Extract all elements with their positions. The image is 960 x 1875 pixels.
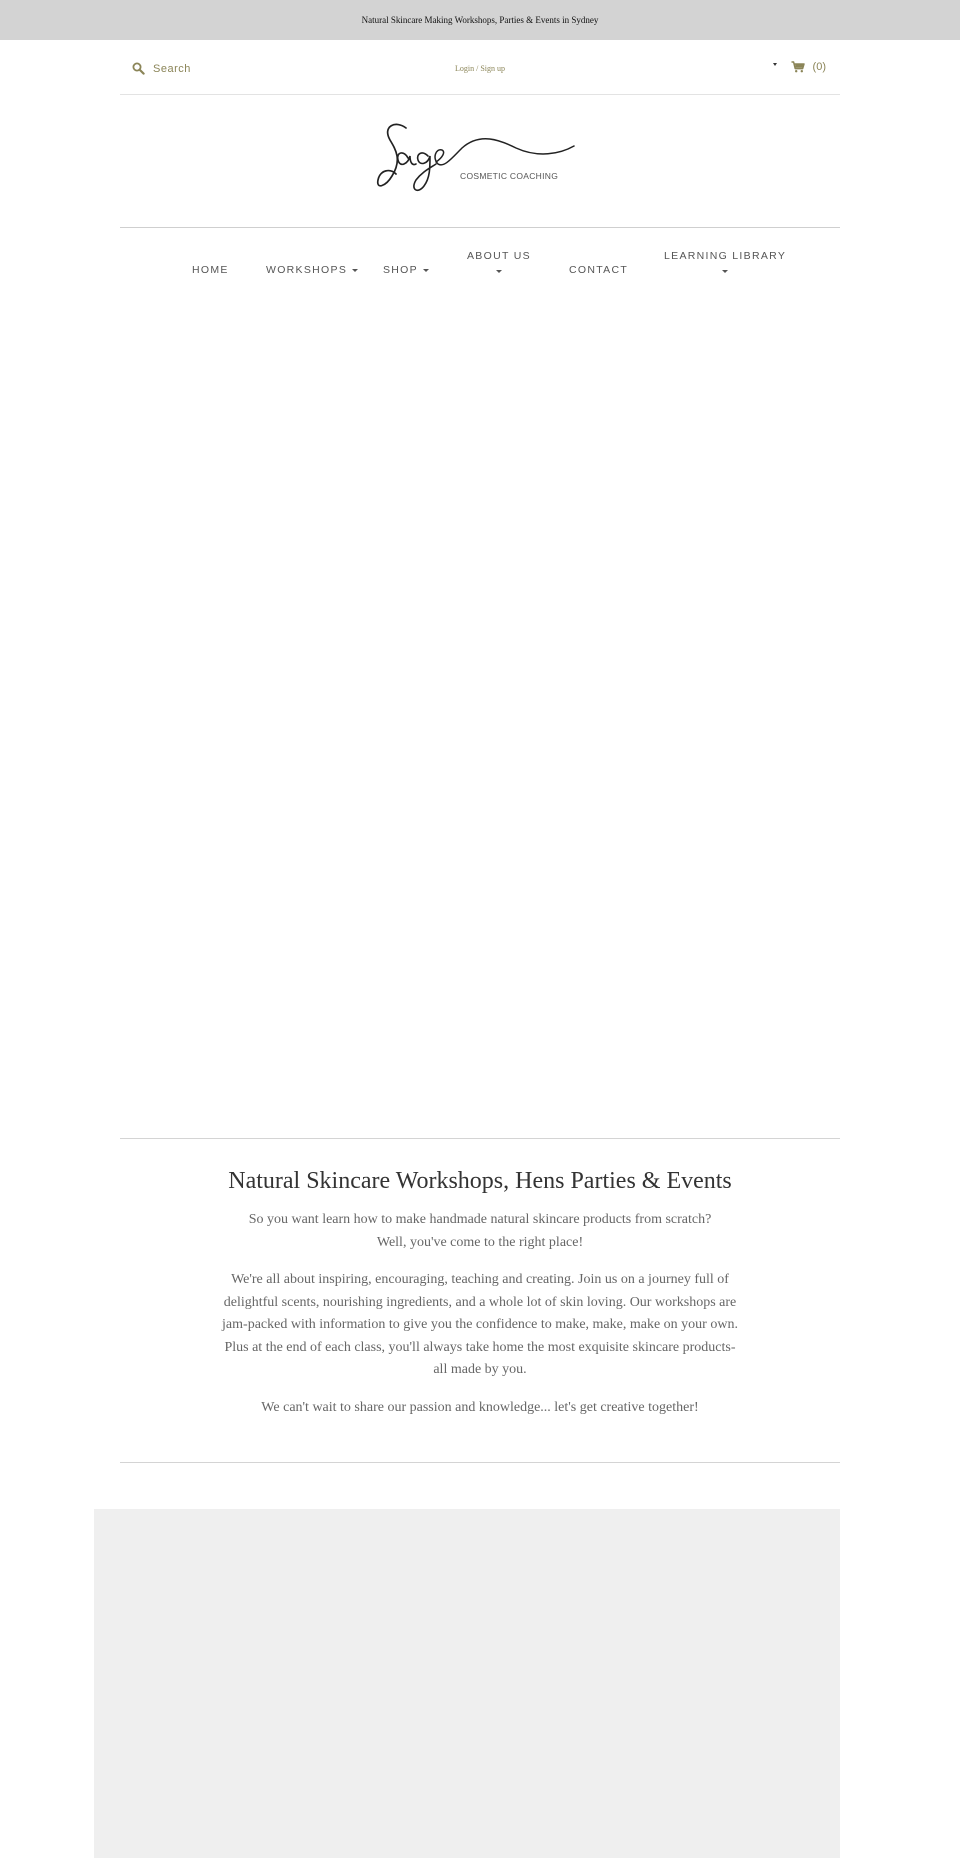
image-placeholder-block [94, 1509, 840, 1858]
currency-dropdown-caret-icon[interactable] [773, 63, 777, 66]
intro-bottom-divider [120, 1462, 840, 1463]
nav-item-learning-library[interactable] [664, 250, 786, 273]
nav-item-about-us[interactable] [467, 250, 531, 273]
chevron-down-icon [722, 270, 728, 273]
nav-item-workshops[interactable] [266, 264, 358, 276]
nav-item-label: CONTACT [569, 264, 629, 276]
nav-item-label: LEARNING LIBRARY [664, 250, 787, 262]
chevron-down-icon [352, 269, 358, 272]
account-links [120, 64, 840, 73]
cart-icon[interactable] [791, 61, 805, 73]
nav-item-label: HOME [192, 264, 229, 276]
nav-item-label: SHOP [383, 264, 418, 276]
chevron-down-icon [496, 270, 502, 273]
main-navigation [0, 240, 960, 285]
intro-top-divider [120, 1138, 840, 1139]
sage-script-logo [370, 118, 590, 198]
intro-paragraph-3: We can't wait to share our passion and knowledge... let's get creative together! [261, 1399, 699, 1415]
intro-section [0, 1168, 960, 1434]
cart-area [773, 61, 826, 73]
header-utility-bar [120, 40, 840, 95]
chevron-down-icon [423, 269, 429, 272]
site-logo[interactable] [370, 118, 590, 198]
intro-heading: Natural Skincare Workshops, Hens Parties & Events [228, 1168, 732, 1194]
logo-subtitle: COSMETIC COACHING [460, 171, 559, 181]
nav-item-contact[interactable] [569, 264, 628, 276]
intro-line-2: Well, you've come to the right place! [376, 1234, 584, 1250]
intro-paragraph-2: We're all about inspiring, encouraging, teaching and creating. Join us on a journey full of delightful scents, nourishing ingredients, and a whole lot of skin loving. Our workshops are jam-packed with information to give you the confidence to make, make, make on your own. Plus at the end of each class, you'll always take home the most exquisite skincare products- all made by you. [222, 1272, 738, 1377]
nav-item-label: WORKSHOPS [266, 264, 348, 276]
nav-item-home[interactable] [192, 264, 229, 276]
announcement-text: Natural Skincare Making Workshops, Parties & Events in Sydney [361, 15, 599, 25]
login-signup-link[interactable]: Login / Sign up [454, 64, 505, 73]
nav-item-label: ABOUT US [467, 250, 531, 262]
nav-top-divider [120, 227, 840, 228]
announcement-bar [0, 0, 960, 40]
cart-count[interactable]: (0) [812, 61, 826, 73]
nav-item-shop[interactable] [383, 264, 429, 276]
intro-line-1: So you want learn how to make handmade natural skincare products from scratch? [248, 1212, 712, 1227]
intro-paragraph-1 [220, 1209, 740, 1254]
